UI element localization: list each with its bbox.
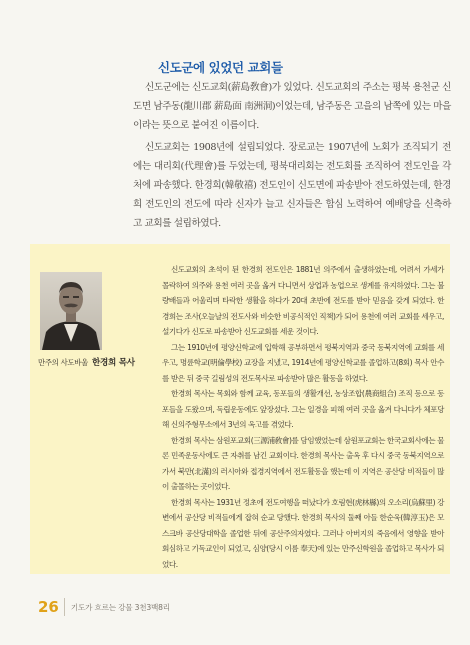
portrait-photo bbox=[40, 272, 102, 350]
portrait-caption bbox=[38, 356, 138, 368]
footer-divider bbox=[64, 598, 65, 616]
section-title: 신도군에 있었던 교회들 bbox=[158, 60, 283, 75]
paragraph: 신도군에는 신도교회(薪島敎會)가 있었다. 신도교회의 주소는 평북 용천군 신도면 남주동(龍川郡 薪島面 南洲洞)이었는데, 남주동은 고을의 남쪽에 있는 마을이라는 뜻으로 붙여진 이름이다. bbox=[133, 82, 451, 132]
book-title: 기도가 흐르는 강물 3천3백8리 bbox=[70, 602, 170, 612]
paragraph: 한경희 목사는 목회와 함께 교육, 동포들의 생활개선, 농상조합(農商組合) 조직 등으로 동포들을 도왔으며, 독립운동에도 앞장섰다. 그는 일경을 피해 여러 곳을 옮겨 다니다가 체포당해 신의주형무소에서 3년의 옥고를 겪었다. bbox=[162, 389, 444, 429]
upper-body-text bbox=[133, 78, 451, 234]
paragraph: 신도교회는 1908년에 설립되었다. 장로교는 1907년에 노회가 조직되기 전에는 대리회(代理會)를 두었는데, 평북대리회는 전도회를 조직하여 전도인을 각처에 파송했다. 한경희(韓敬禧) 전도인이 신도면에 파송받아 전도하였는데, 한경희 전도인의 전도에 따라 신자가 늘고 신자들은 합심 노력하여 예배당을 신축하고 교회를 설립하였다. bbox=[133, 141, 451, 230]
paragraph: 한경희 목사는 삼원포교회(三源浦敎會)를 담임했었는데 삼원포교회는 한국교회사에는 물론 민족운동사에도 큰 자취를 남긴 교회이다. 한경희 목사는 출옥 후 다시 중국 동북지역으로 가서 북만(北滿)의 러시아와 접경지역에서 전도활동을 했는데 이 지역은 공산당 비적들이 많이 출몰하는 곳이었다. bbox=[162, 435, 444, 491]
page-number: 26 bbox=[38, 598, 59, 616]
paragraph: 그는 1910년에 평양신학교에 입학해 공부하면서 평북지역과 중국 동북지역에 교회를 세우고, 명륜학교(明倫學校) 교장을 지냈고, 1914년에 평양신학교를 졸업하고(8회) 목사 안수를 받은 뒤 중국 길림성의 전도목사로 파송받아 많은 활동을 하였다. bbox=[162, 342, 444, 383]
sidebar-body-text bbox=[162, 262, 444, 572]
paragraph: 신도교회의 초석이 된 한경희 전도인은 1881년 의주에서 출생하였는데, 어려서 가세가 몰락하여 의주와 용천 여러 곳을 옮겨 다니면서 상업과 농업으로 생계를 유지하였다. 그는 불량배들과 어울리며 타락한 생활을 하다가 20대 초반에 전도를 받아 믿음을 갖게 되었다. 한경희는 조사(오늘날의 전도사와 비슷한 비공식적인 직책)가 되어 용천에 여러 교회를 세우고, 설기다가 신도로 파송받아 신도교회를 세운 것이다. bbox=[162, 265, 444, 336]
page-footer bbox=[38, 597, 170, 617]
caption-prefix: 만주의 사도바울 bbox=[38, 358, 88, 367]
paragraph: 한경희 목사는 1931년 정초에 전도여행을 떠났다가 호림현(虎林縣)의 오소리(烏蘇里) 강변에서 공산당 비적들에게 잡혀 순교 당했다. 한경희 목사의 둘째 아들 한순욱(韓淳玉)은 모스크바 공산당대학을 졸업한 뒤에 공산주의자였다. 그러나 아버지의 죽음에서 영향을 받아 회심하고 기독교인이 되었고, 심양(당시 이름 奉天)에 있는 만주신학원을 졸업하고 목사가 되었다. bbox=[162, 497, 444, 569]
caption-name: 한경희 목사 bbox=[92, 358, 135, 368]
